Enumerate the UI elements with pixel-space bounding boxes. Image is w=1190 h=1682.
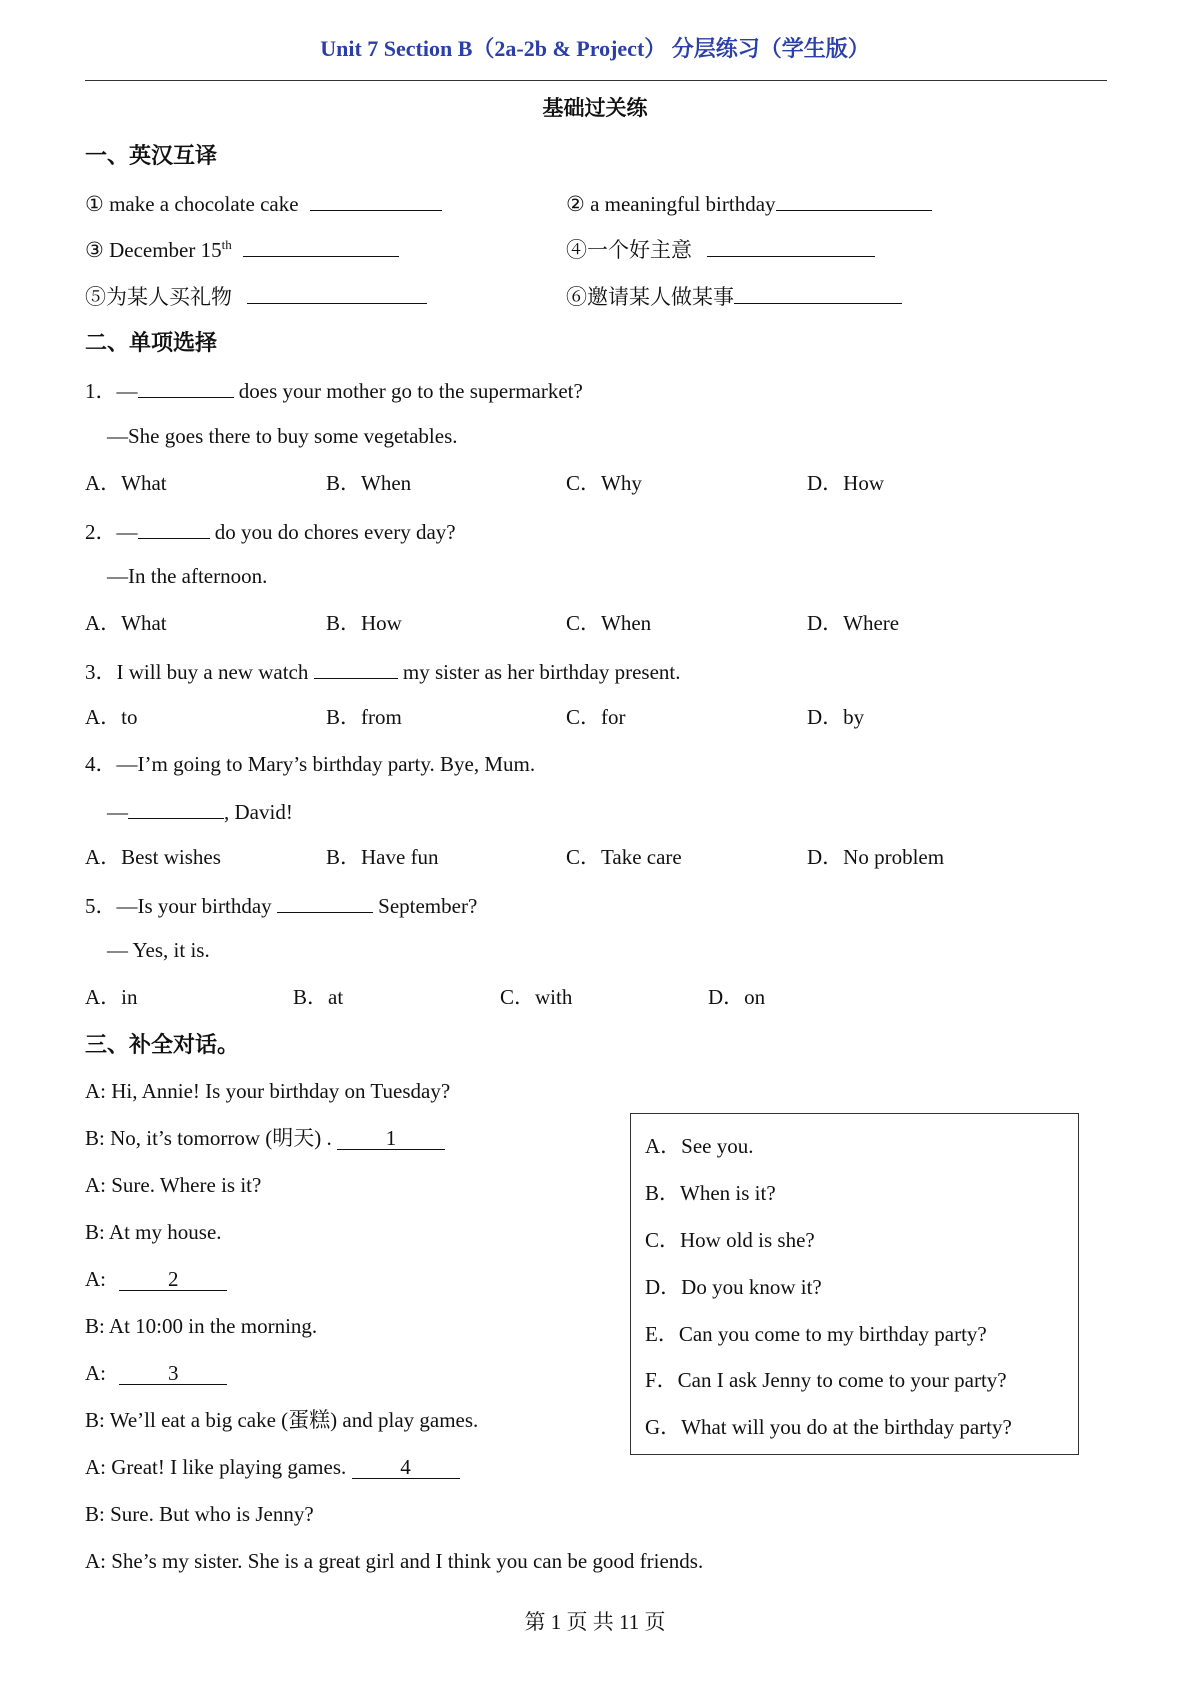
dialogue-line: B: At my house. — [85, 1220, 222, 1244]
translation-item-5 — [85, 285, 427, 308]
section1-heading: 一、英汉互译 — [85, 143, 218, 168]
option-c[interactable]: C．Take care — [566, 845, 682, 869]
dialogue-blank-2[interactable]: 2 — [119, 1269, 227, 1291]
dialogue-text: A: — [85, 1267, 112, 1291]
dialogue-line: A: Hi, Annie! Is your birthday on Tuesday? — [85, 1079, 451, 1103]
option-b[interactable]: B．How — [326, 611, 402, 635]
answer-blank[interactable] — [138, 379, 234, 398]
translation-item-1 — [85, 192, 442, 215]
translation-item-text: ⑥邀请某人做某事 — [566, 285, 734, 309]
question-5-reply: — Yes, it is. — [107, 938, 210, 962]
translation-item-text: ③ December 15 — [85, 238, 222, 262]
question-text: do you do chores every day? — [209, 520, 456, 544]
option-a[interactable]: A．What — [85, 611, 167, 635]
section-subtitle: 基础过关练 — [542, 96, 648, 120]
dialogue-line: A: Sure. Where is it? — [85, 1173, 262, 1197]
question-4-reply — [107, 800, 293, 823]
answer-blank[interactable] — [314, 660, 398, 679]
box-option-c[interactable]: C．How old is she? — [645, 1228, 815, 1252]
question-3-stem — [85, 660, 680, 683]
question-text: — — [107, 800, 128, 824]
question-text: does your mother go to the supermarket? — [233, 379, 583, 403]
translation-item-text: ⑤为某人买礼物 — [85, 285, 232, 309]
option-c[interactable]: C．Why — [566, 471, 642, 495]
question-text: , David! — [224, 800, 293, 824]
answer-blank[interactable] — [243, 238, 399, 257]
answer-blank[interactable] — [310, 192, 442, 211]
translation-item-2 — [566, 192, 932, 215]
dialogue-text: A: Great! I like playing games. — [85, 1455, 352, 1479]
dialogue-line: B: Sure. But who is Jenny? — [85, 1502, 314, 1526]
answer-blank[interactable] — [128, 800, 224, 819]
translation-item-text: ② a meaningful birthday — [566, 192, 776, 216]
option-d[interactable]: D．on — [708, 985, 766, 1009]
question-text: 2．— — [85, 520, 138, 544]
dialogue-line: B: At 10:00 in the morning. — [85, 1314, 318, 1338]
box-option-b[interactable]: B．When is it? — [645, 1181, 776, 1205]
answer-blank[interactable] — [776, 192, 932, 211]
option-b[interactable]: B．at — [293, 985, 344, 1009]
ordinal-suffix: th — [221, 237, 232, 252]
option-a[interactable]: A．Best wishes — [85, 845, 221, 869]
box-option-g[interactable]: G．What will you do at the birthday party? — [645, 1415, 1012, 1439]
box-option-d[interactable]: D．Do you know it? — [645, 1275, 822, 1299]
question-text: September? — [372, 894, 478, 918]
section3-heading: 三、补全对话。 — [85, 1032, 240, 1057]
page-number: 第 1 页 共 11 页 — [524, 1610, 666, 1634]
section2-heading: 二、单项选择 — [85, 330, 218, 355]
translation-item-text: ① make a chocolate cake — [85, 192, 299, 216]
dialogue-line — [85, 1363, 227, 1385]
question-text: 1．— — [85, 379, 138, 403]
option-a[interactable]: A．What — [85, 471, 167, 495]
box-option-e[interactable]: E．Can you come to my birthday party? — [645, 1322, 987, 1346]
option-c[interactable]: C．with — [500, 985, 573, 1009]
translation-item-4 — [566, 238, 875, 261]
option-c[interactable]: C．for — [566, 705, 626, 729]
question-2-stem — [85, 520, 456, 543]
question-1-reply: —She goes there to buy some vegetables. — [107, 424, 458, 448]
option-d[interactable]: D．No problem — [807, 845, 945, 869]
translation-item-6 — [566, 285, 902, 308]
answer-blank[interactable] — [247, 285, 427, 304]
question-4-stem: 4．—I’m going to Mary’s birthday party. Bye, Mum. — [85, 752, 536, 776]
option-a[interactable]: A．to — [85, 705, 138, 729]
box-option-f[interactable]: F．Can I ask Jenny to come to your party? — [645, 1368, 1007, 1392]
header-rule — [85, 80, 1107, 81]
document-title: Unit 7 Section B（2a-2b & Project） 分层练习（学生版） — [320, 36, 870, 61]
option-b[interactable]: B．from — [326, 705, 402, 729]
dialogue-line: B: We’ll eat a big cake (蛋糕) and play games. — [85, 1408, 479, 1432]
question-text: 3．I will buy a new watch — [85, 660, 314, 684]
option-d[interactable]: D．Where — [807, 611, 900, 635]
answer-blank[interactable] — [138, 520, 210, 539]
answer-blank[interactable] — [707, 238, 875, 257]
question-text: my sister as her birthday present. — [397, 660, 681, 684]
option-b[interactable]: B．When — [326, 471, 412, 495]
option-d[interactable]: D．by — [807, 705, 865, 729]
question-text: 5．—Is your birthday — [85, 894, 277, 918]
dialogue-line — [85, 1457, 460, 1479]
dialogue-blank-1[interactable]: 1 — [337, 1128, 445, 1150]
option-d[interactable]: D．How — [807, 471, 884, 495]
dialogue-blank-4[interactable]: 4 — [352, 1457, 460, 1479]
answer-blank[interactable] — [277, 894, 373, 913]
option-a[interactable]: A．in — [85, 985, 138, 1009]
option-b[interactable]: B．Have fun — [326, 845, 439, 869]
answer-blank[interactable] — [734, 285, 902, 304]
dialogue-line — [85, 1269, 227, 1291]
dialogue-text: A: — [85, 1361, 112, 1385]
dialogue-line — [85, 1128, 445, 1150]
translation-item-3 — [85, 238, 399, 261]
question-5-stem — [85, 894, 477, 917]
question-2-reply: —In the afternoon. — [107, 564, 268, 588]
box-option-a[interactable]: A．See you. — [645, 1134, 754, 1158]
dialogue-line: A: She’s my sister. She is a great girl and I think you can be good friends. — [85, 1549, 704, 1573]
dialogue-blank-3[interactable]: 3 — [119, 1363, 227, 1385]
translation-item-text: ④一个好主意 — [566, 238, 692, 262]
option-c[interactable]: C．When — [566, 611, 652, 635]
dialogue-text: B: No, it’s tomorrow (明天) . — [85, 1126, 337, 1150]
question-1-stem — [85, 379, 583, 402]
